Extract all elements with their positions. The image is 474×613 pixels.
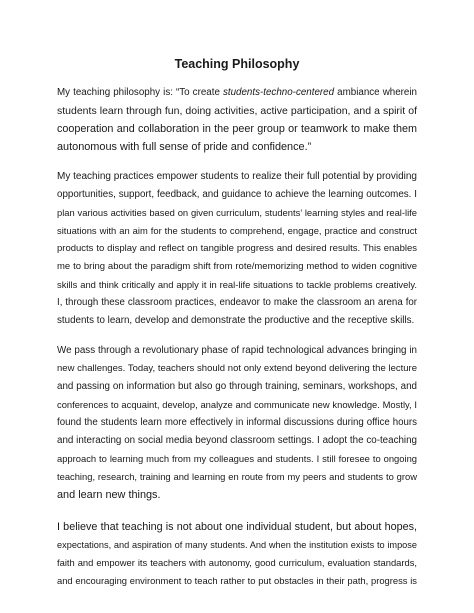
- paragraph-line: faith and empower its teachers with autonomy, good curriculum, evaluation standards,: [57, 557, 417, 568]
- paragraph-line: and interacting on social media beyond classroom settings. I adopt the co-teaching: [57, 435, 417, 446]
- paragraph-line: students learn through fun, doing activities, active participation, and a spirit of: [57, 105, 417, 117]
- paragraph-line: situations with an aim for the students to comprehend, engage, practice and construct: [57, 225, 417, 236]
- paragraph-line: skills and think critically and apply it in real-life situations to tackle problems creatively.: [57, 279, 417, 290]
- line-text: ambiance wherein: [334, 87, 417, 98]
- paragraph-line: approach to learning much from my colleagues and students. I still foresee to ongoing: [57, 453, 417, 464]
- paragraph-line: plan various activities based on given curriculum, students’ learning styles and real-life: [57, 207, 417, 218]
- paragraph-line: new challenges. Today, teachers should not only extend beyond delivering the lecture: [57, 363, 417, 374]
- paragraph-line: me to bring about the paradigm shift from rote/memorizing method to widen cognitive: [57, 261, 417, 272]
- paragraph-line: and learn new things.: [57, 489, 161, 501]
- paragraph-3: [57, 342, 417, 504]
- paragraph-line: We pass through a revolutionary phase of rapid technological advances bringing in: [57, 345, 417, 356]
- paragraph-4: [57, 518, 417, 590]
- paragraph-line: products to display and reflect on tangible progress and desired results. This enables: [57, 243, 417, 254]
- paragraph-line: expectations, and aspiration of many students. And when the institution exists to impose: [57, 540, 417, 550]
- paragraph-line: [57, 84, 417, 102]
- paragraph-line: I believe that teaching is not about one individual student, but about hopes,: [57, 521, 417, 533]
- paragraph-line: autonomous with full sense of pride and confidence.”: [57, 141, 312, 153]
- document-title: Teaching Philosophy: [174, 57, 300, 71]
- paragraph-line: opportunities, support, feedback, and guidance to achieve the learning outcomes. I: [57, 189, 417, 200]
- line-text: My teaching philosophy is: “To create: [57, 87, 223, 98]
- paragraph-line: students to learn, develop and demonstrate the productive and the receptive skills.: [57, 315, 415, 326]
- emphasized-text: students-techno-centered: [222, 87, 335, 98]
- paragraph-line: cooperation and collaboration in the peer group or teamwork to make them: [57, 123, 417, 135]
- paragraph-line: found the students learn more effectively in informal discussions during office hours: [57, 417, 417, 428]
- paragraph-1: [57, 84, 417, 156]
- paragraph-line: and passing on information but also go through training, seminars, workshops, and: [57, 381, 417, 392]
- paragraph-line: My teaching practices empower students to realize their full potential by providing: [57, 171, 417, 182]
- paragraph-2: [57, 168, 417, 330]
- paragraph-line: conferences to acquaint, develop, analyze and communicate new knowledge. Mostly, I: [57, 399, 417, 410]
- paragraph-line: and encouraging environment to teach rather to put obstacles in their path, progress is: [57, 575, 417, 586]
- paragraph-line: teaching, research, training and learning en route from my peers and students to grow: [57, 471, 417, 482]
- paragraph-line: I, through these classroom practices, endeavor to make the classroom an arena for: [57, 297, 417, 308]
